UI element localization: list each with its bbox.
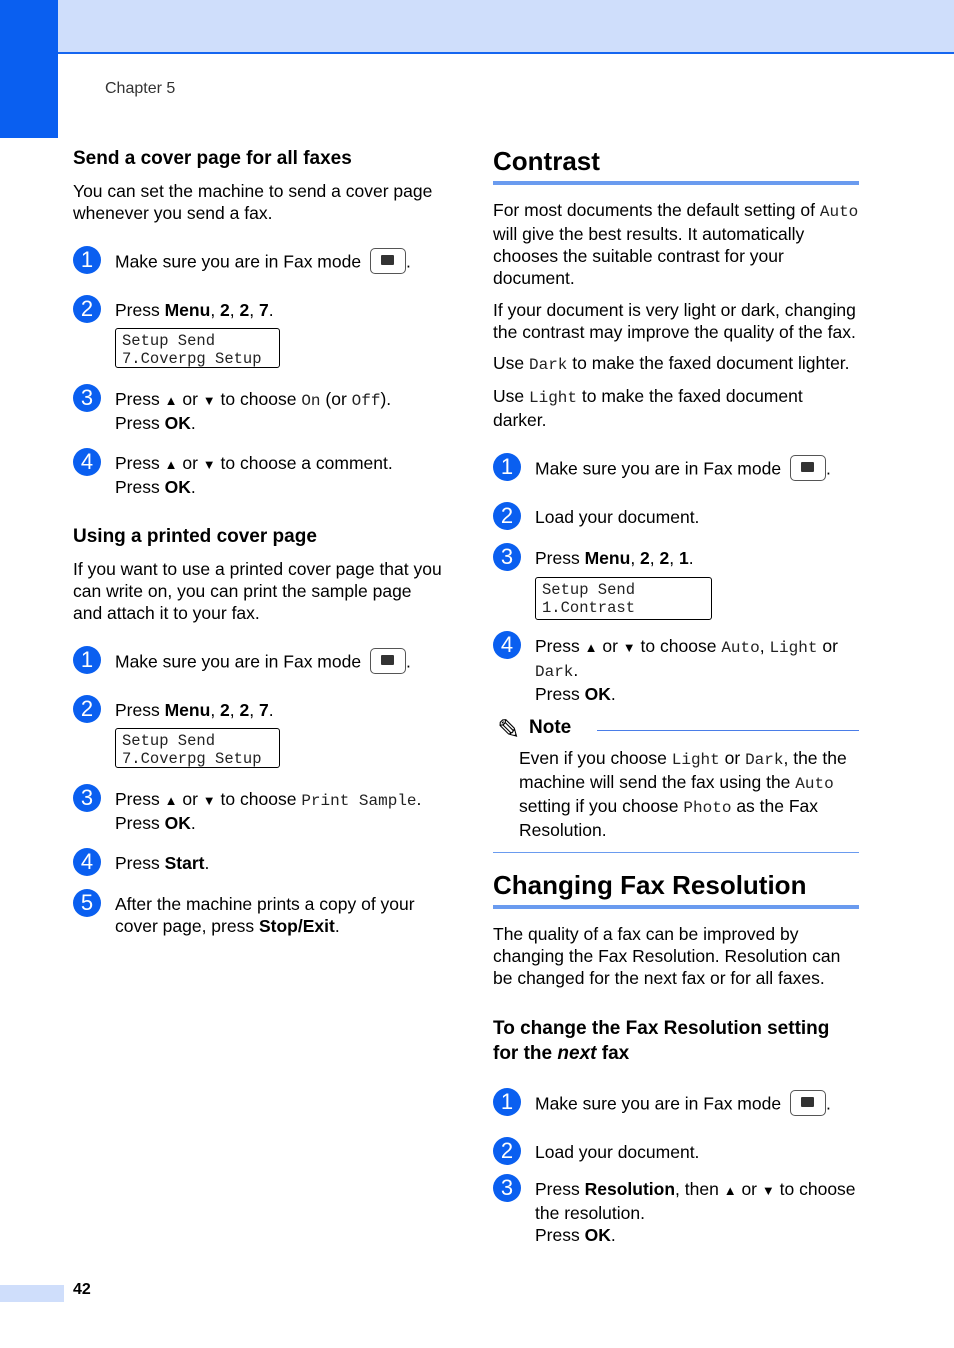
step-2: 2 Press Menu, 2, 2, 7. <box>73 299 443 321</box>
up-arrow-icon: ▲ <box>164 793 178 808</box>
step-number: 1 <box>73 246 101 274</box>
fax-mode-key-icon <box>790 455 826 481</box>
step-3: 3 Press Resolution, then ▲ or ▼ to choose the resolution. Press OK. <box>493 1178 859 1246</box>
section-heading-contrast: Contrast <box>493 145 859 185</box>
subheading-next-fax: To change the Fax Resolution setting for the next fax <box>493 1018 830 1064</box>
page-number: 42 <box>73 1281 91 1298</box>
down-arrow-icon: ▼ <box>202 393 216 408</box>
note-header <box>493 714 859 747</box>
step-4: 4 Press ▲ or ▼ to choose Auto, Light or Dark. Press OK. <box>493 635 859 705</box>
fax-mode-key-icon <box>370 248 406 274</box>
footer-bar <box>0 1285 64 1302</box>
up-arrow-icon: ▲ <box>164 393 178 408</box>
step-3: 3 Press ▲ or ▼ to choose On (or Off). Press OK. <box>73 388 443 434</box>
contrast-paragraph-1: For most documents the default setting of Auto will give the best results. It automatically chooses the suitable contrast for your document. <box>493 200 859 288</box>
fax-mode-key-icon <box>790 1090 826 1116</box>
section-heading-resolution: Changing Fax Resolution <box>493 869 859 909</box>
down-arrow-icon: ▼ <box>202 793 216 808</box>
header-bar <box>0 0 954 54</box>
down-arrow-icon: ▼ <box>622 640 636 655</box>
contrast-paragraph-3: Use Dark to make the faxed document lighter. <box>493 353 850 374</box>
down-arrow-icon: ▼ <box>202 457 216 472</box>
step-1: 1 Make sure you are in Fax mode . <box>493 1092 859 1118</box>
printed-cover-intro: If you want to use a printed cover page that you can write on, you can print the sample page and attach it to your fax. <box>73 559 442 623</box>
note-text: Even if you choose Light or Dark, the the machine will send the fax using the Auto setting if you choose Photo as the Fax Resolution. <box>519 748 847 840</box>
step-4: 4 Press Start. <box>73 852 443 874</box>
lcd-display: Setup Send 7.Coverpg Setup <box>115 728 280 768</box>
lcd-display: Setup Send 1.Contrast <box>535 577 712 620</box>
note-title: Note <box>529 717 572 738</box>
left-column <box>73 147 443 937</box>
note-pencil-icon: ✎ <box>497 714 521 745</box>
section-heading-printed-cover: Using a printed cover page <box>73 526 317 547</box>
contrast-paragraph-4: Use Light to make the faxed document darker. <box>493 386 803 430</box>
step-1: 1 Make sure you are in Fax mode . <box>493 457 859 483</box>
step-5: 5 After the machine prints a copy of your cover page, press Stop/Exit. <box>73 893 443 937</box>
step-3: 3 Press Menu, 2, 2, 1. <box>493 547 859 569</box>
up-arrow-icon: ▲ <box>723 1183 737 1198</box>
step-1: 1 Make sure you are in Fax mode . <box>73 250 443 276</box>
note-divider <box>597 730 859 731</box>
chapter-tab <box>0 0 58 138</box>
note-end-divider <box>493 852 859 853</box>
step-1: 1 Make sure you are in Fax mode . <box>73 650 443 676</box>
up-arrow-icon: ▲ <box>584 640 598 655</box>
down-arrow-icon: ▼ <box>761 1183 775 1198</box>
step-4: 4 Press ▲ or ▼ to choose a comment. Press OK. <box>73 452 443 498</box>
right-column <box>493 145 859 1246</box>
up-arrow-icon: ▲ <box>164 457 178 472</box>
resolution-intro: The quality of a fax can be improved by changing the Fax Resolution. Resolution can be changed for the next fax or for all faxes. <box>493 924 841 988</box>
note-box <box>493 714 859 853</box>
step-2: 2 Load your document. <box>493 506 859 528</box>
step-3: 3 Press ▲ or ▼ to choose Print Sample. Press OK. <box>73 788 443 834</box>
lcd-display: Setup Send 7.Coverpg Setup <box>115 328 280 368</box>
step-2: 2 Press Menu, 2, 2, 7. <box>73 699 443 721</box>
chapter-label: Chapter 5 <box>105 80 176 97</box>
contrast-paragraph-2: If your document is very light or dark, changing the contrast may improve the quality of the fax. <box>493 300 856 342</box>
cover-all-intro: You can set the machine to send a cover page whenever you send a fax. <box>73 181 433 223</box>
step-2: 2 Load your document. <box>493 1141 859 1163</box>
fax-mode-key-icon <box>370 648 406 674</box>
section-heading-cover-all: Send a cover page for all faxes <box>73 148 352 169</box>
